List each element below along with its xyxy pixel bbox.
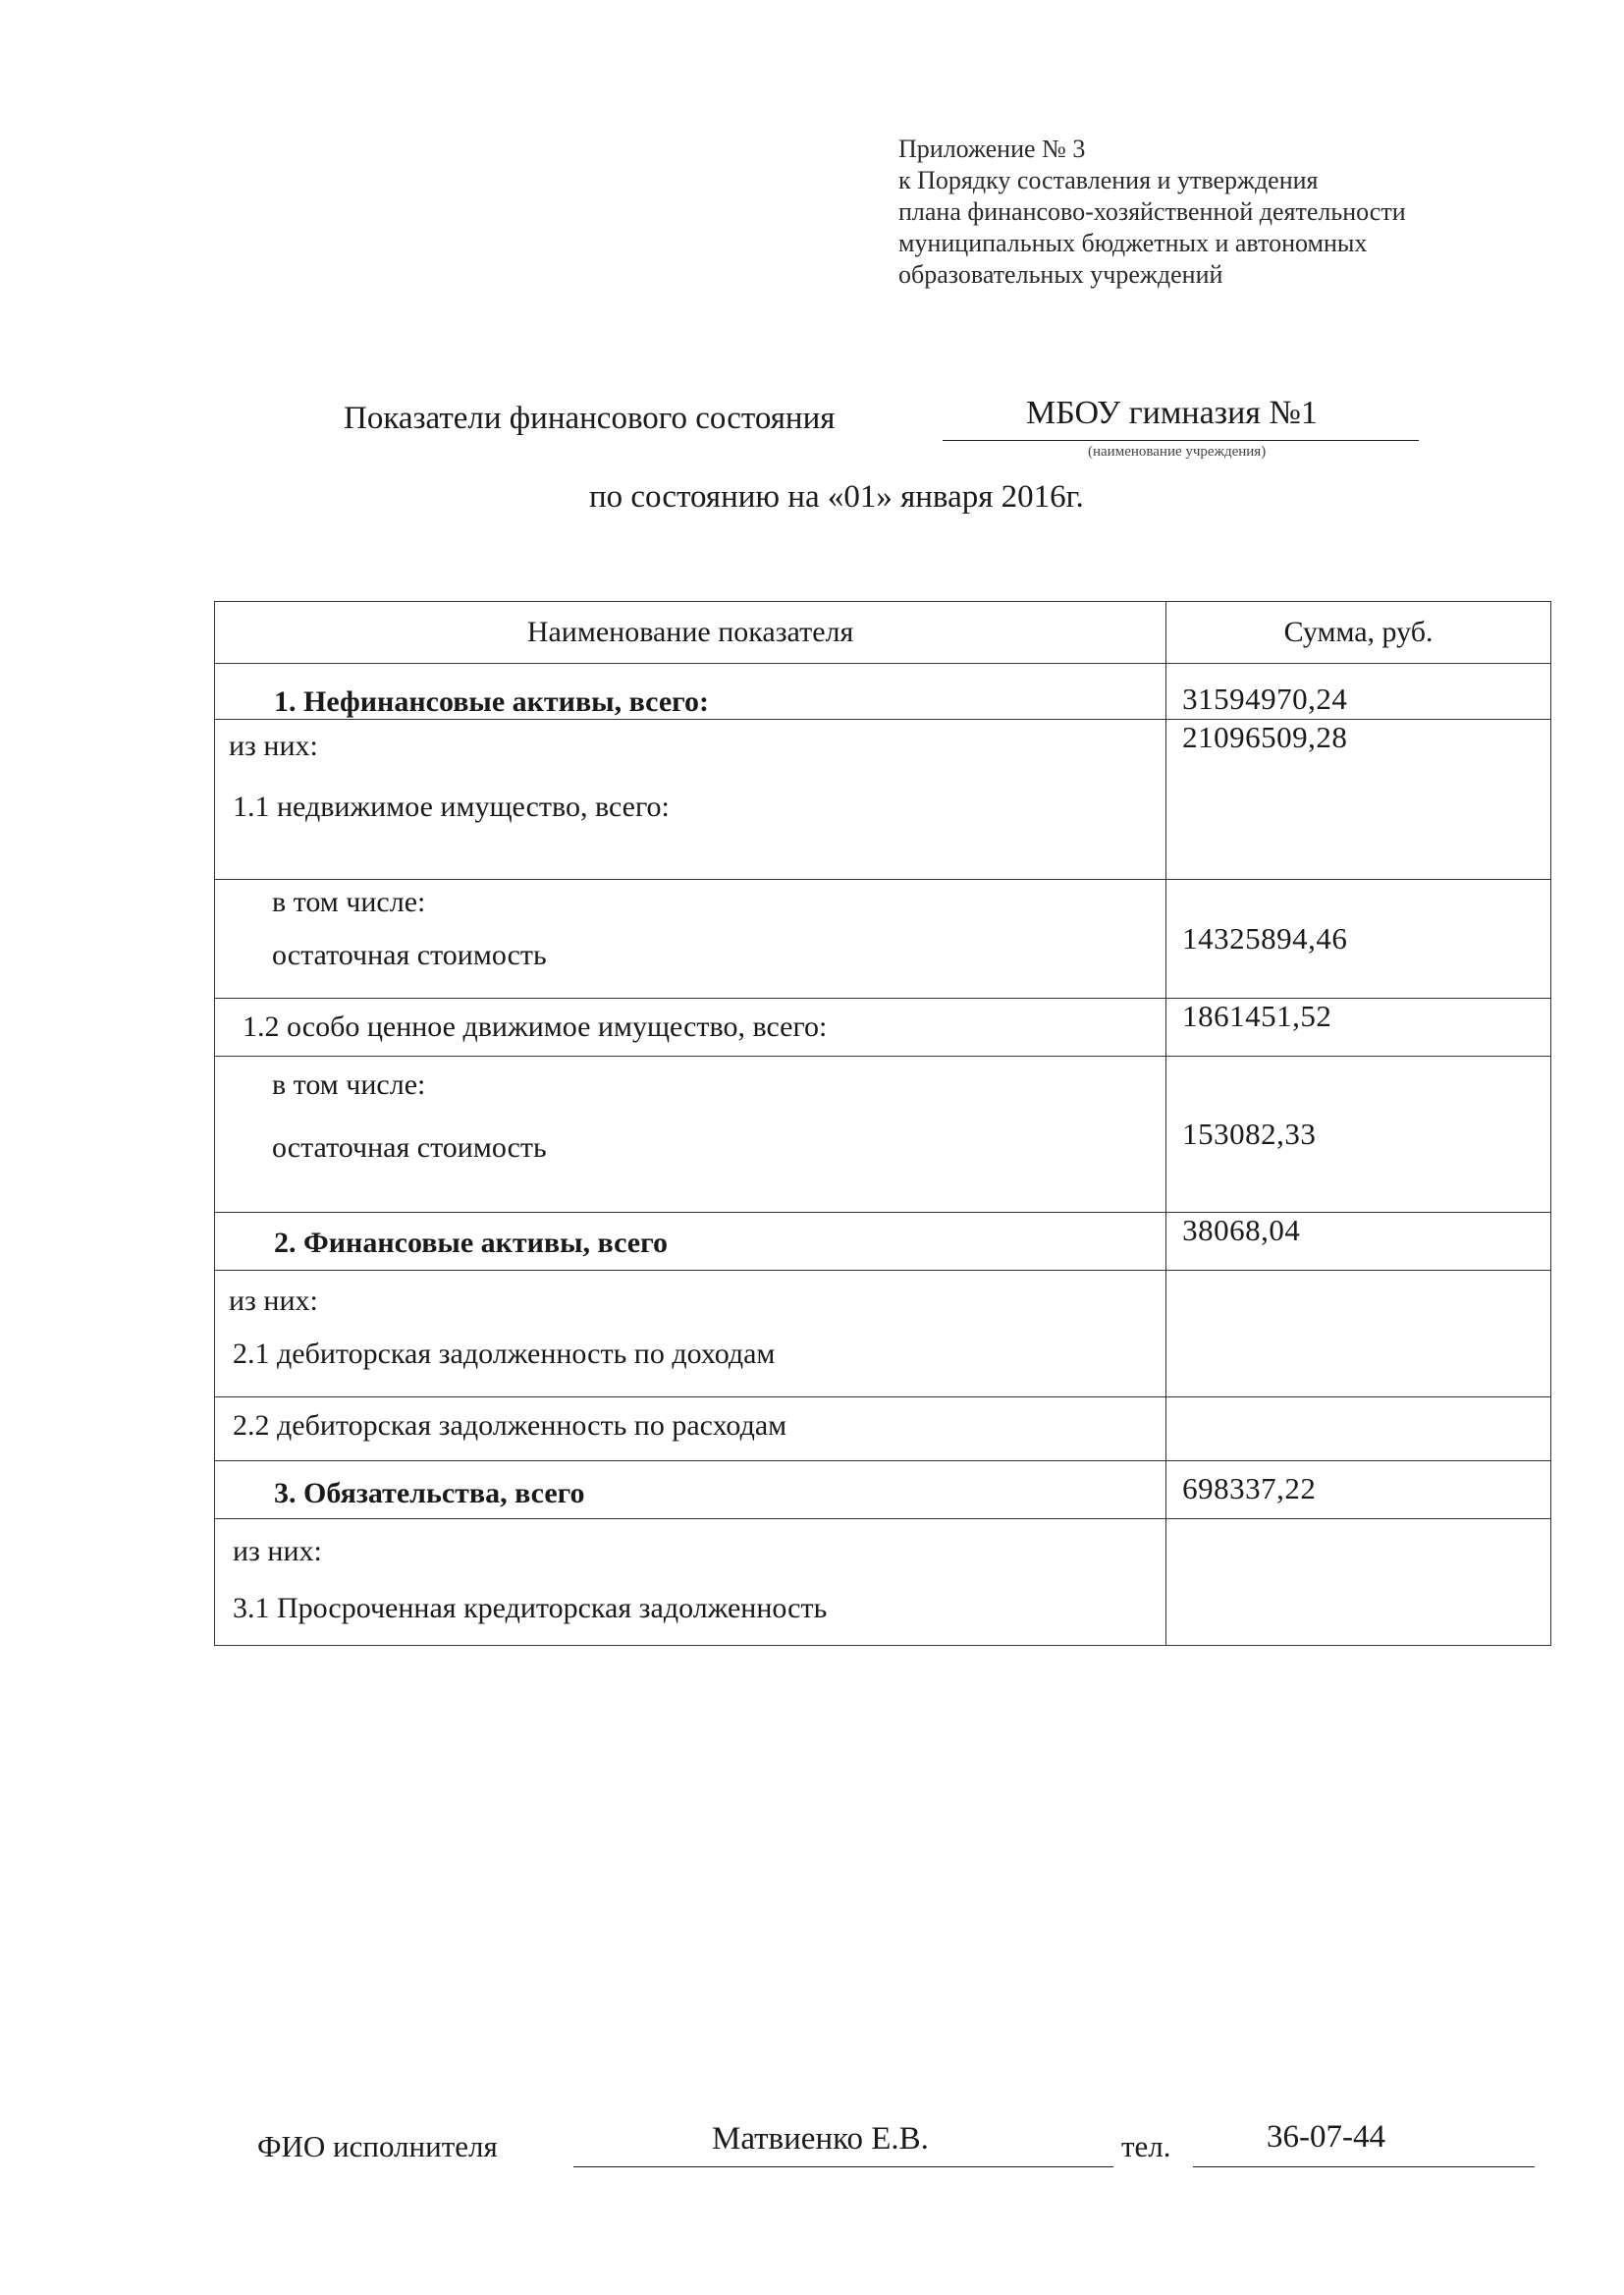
tel-value: 36-07-44 xyxy=(1267,2119,1385,2155)
appendix-line-1: Приложение № 3 xyxy=(898,135,1086,163)
amount-cell: 31594970,24 xyxy=(1166,664,1551,720)
indicator-text: 2.1 дебиторская задолженность по доходам xyxy=(233,1338,776,1370)
appendix-line-3: плана финансово-хозяйственной деятельности xyxy=(898,197,1406,226)
indicator-text: 1.2 особо ценное движимое имущество, всего: xyxy=(243,1011,828,1043)
indicator-text: 1. Нефинансовые активы, всего: xyxy=(274,685,709,718)
indicator-text: 1.1 недвижимое имущество, всего: xyxy=(233,791,670,823)
indicator-text: остаточная стоимость xyxy=(272,1131,547,1164)
indicator-text: 3. Обязательства, всего xyxy=(274,1477,585,1509)
indicator-text: в том числе: xyxy=(272,886,426,918)
amount-cell: 153082,33 xyxy=(1166,1057,1551,1213)
table-header-row xyxy=(215,602,1551,664)
appendix-note xyxy=(898,134,1406,291)
indicator-text: в том числе: xyxy=(272,1068,426,1101)
indicator-text: 2. Финансовые активы, всего xyxy=(274,1227,669,1259)
table-row xyxy=(215,720,1551,880)
indicator-cell xyxy=(215,720,1166,880)
table-row xyxy=(215,1397,1551,1461)
amount-cell: 698337,22 xyxy=(1166,1461,1551,1519)
indicator-text: 3.1 Просроченная кредиторская задолженность xyxy=(233,1592,828,1624)
header-amount: Сумма, руб. xyxy=(1166,602,1551,664)
indicator-cell xyxy=(215,1057,1166,1213)
financial-indicators-table xyxy=(214,601,1551,1646)
fio-label: ФИО исполнителя xyxy=(257,2129,498,2163)
indicator-cell xyxy=(215,880,1166,999)
indicator-cell xyxy=(215,1397,1166,1461)
appendix-line-5: образовательных учреждений xyxy=(898,260,1223,289)
amount-cell: 38068,04 xyxy=(1166,1213,1551,1271)
indicator-cell xyxy=(215,1271,1166,1397)
indicator-cell xyxy=(215,664,1166,720)
appendix-line-2: к Порядку составления и утверждения xyxy=(898,166,1319,194)
org-caption: (наименование учреждения) xyxy=(1088,444,1267,460)
table-row xyxy=(215,1519,1551,1646)
indicator-text: 2.2 дебиторская задолженность по расходам xyxy=(233,1409,787,1442)
table-row xyxy=(215,1213,1551,1271)
tel-label: тел. xyxy=(1121,2129,1171,2163)
org-name-field xyxy=(943,395,1419,441)
indicator-cell xyxy=(215,999,1166,1057)
indicator-cell xyxy=(215,1519,1166,1646)
fio-value: Матвиенко Е.В. xyxy=(712,2121,929,2157)
table-row xyxy=(215,664,1551,720)
amount-cell xyxy=(1166,1397,1551,1461)
table-row xyxy=(215,1057,1551,1213)
table-row xyxy=(215,880,1551,999)
title-prefix: Показатели финансового состояния xyxy=(344,401,836,436)
amount-cell: 1861451,52 xyxy=(1166,999,1551,1057)
org-name: МБОУ гимназия №1 xyxy=(1026,395,1318,431)
table-row xyxy=(215,1271,1551,1397)
date-line: по состоянию на «01» января 2016г. xyxy=(589,479,1084,515)
amount-cell: 21096509,28 xyxy=(1166,720,1551,880)
appendix-line-4: муниципальных бюджетных и автономных xyxy=(898,229,1368,257)
amount-cell xyxy=(1166,1519,1551,1646)
indicator-text: из них: xyxy=(229,1284,318,1317)
indicator-cell xyxy=(215,1213,1166,1271)
table-row xyxy=(215,999,1551,1057)
indicator-text: остаточная стоимость xyxy=(272,939,547,971)
table-row xyxy=(215,1461,1551,1519)
amount-cell: 14325894,46 xyxy=(1166,880,1551,999)
header-indicator-name: Наименование показателя xyxy=(215,602,1166,664)
indicator-text: из них: xyxy=(233,1535,322,1567)
indicator-cell xyxy=(215,1461,1166,1519)
amount-cell xyxy=(1166,1271,1551,1397)
indicator-text: из них: xyxy=(229,730,318,762)
